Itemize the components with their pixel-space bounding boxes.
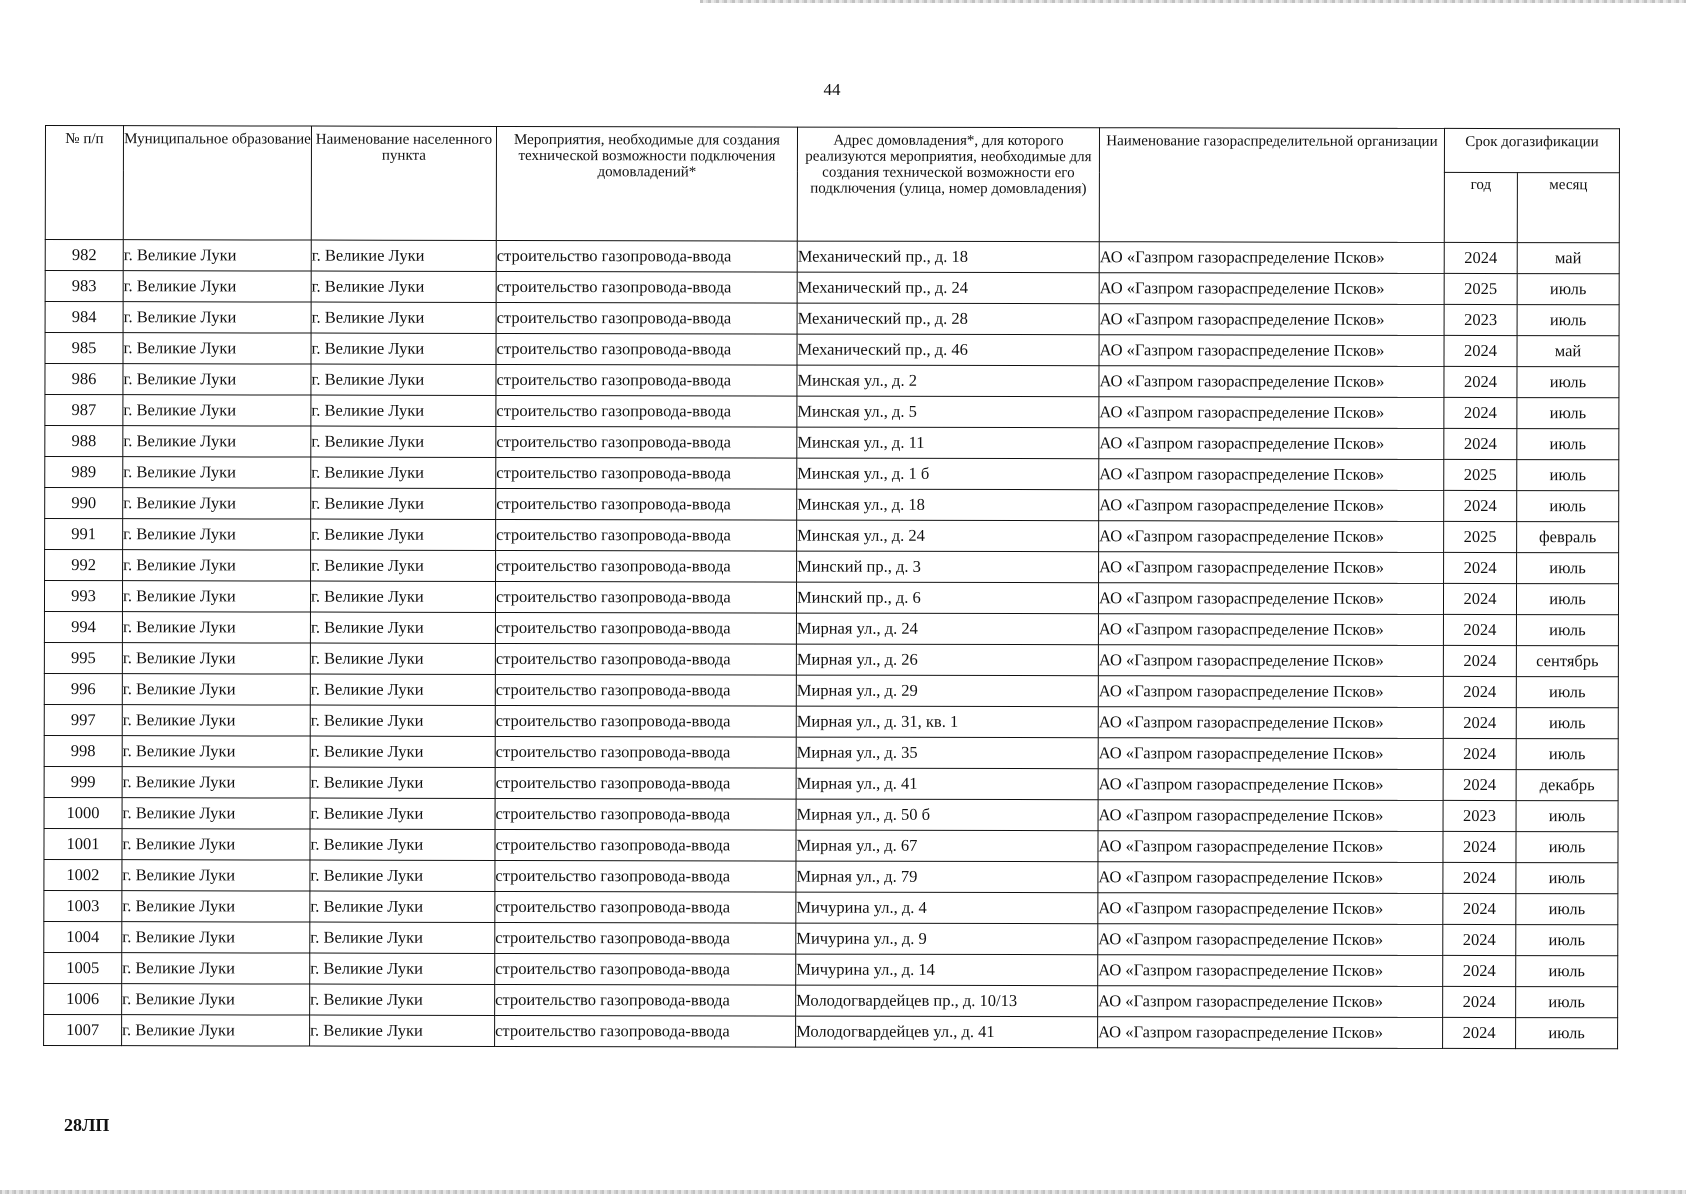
cell-address: Мирная ул., д. 41 <box>796 768 1098 800</box>
table-row <box>45 395 1619 429</box>
cell-year: 2024 <box>1443 1017 1516 1048</box>
cell-year: 2024 <box>1443 986 1516 1017</box>
cell-settlement: г. Великие Луки <box>310 984 495 1015</box>
cell-settlement: г. Великие Луки <box>311 395 496 426</box>
cell-measures: строительство газопровода-ввода <box>496 550 797 582</box>
cell-settlement: г. Великие Луки <box>310 612 495 643</box>
scan-edge-top <box>700 0 1686 3</box>
cell-measures: строительство газопровода-ввода <box>496 333 797 365</box>
cell-month: июль <box>1516 1018 1618 1049</box>
cell-num: 989 <box>45 457 123 488</box>
scan-edge-bottom <box>0 1190 1686 1194</box>
cell-settlement: г. Великие Луки <box>311 240 496 271</box>
cell-address: Мирная ул., д. 29 <box>796 675 1098 707</box>
cell-measures: строительство газопровода-ввода <box>495 891 796 923</box>
cell-municipality: г. Великие Луки <box>122 953 310 984</box>
cell-num: 986 <box>45 364 123 395</box>
cell-num: 993 <box>44 581 122 612</box>
cell-organization: АО «Газпром газораспределение Псков» <box>1098 831 1443 863</box>
table-row <box>44 859 1618 893</box>
cell-settlement: г. Великие Луки <box>310 891 495 922</box>
cell-month: июль <box>1516 584 1618 615</box>
cell-municipality: г. Великие Луки <box>122 643 310 674</box>
header-year: год <box>1444 172 1517 242</box>
cell-organization: АО «Газпром газораспределение Псков» <box>1099 428 1444 460</box>
cell-settlement: г. Великие Луки <box>310 860 495 891</box>
table-row <box>44 890 1618 924</box>
cell-organization: АО «Газпром газораспределение Псков» <box>1098 676 1443 708</box>
cell-organization: АО «Газпром газораспределение Псков» <box>1098 862 1443 894</box>
cell-organization: АО «Газпром газораспределение Псков» <box>1098 1017 1443 1049</box>
header-organization: Наименование газораспределительной организации <box>1099 128 1444 243</box>
cell-measures: строительство газопровода-ввода <box>496 271 797 303</box>
cell-settlement: г. Великие Луки <box>310 953 495 984</box>
cell-municipality: г. Великие Луки <box>123 519 311 550</box>
cell-organization: АО «Газпром газораспределение Псков» <box>1098 583 1443 615</box>
cell-settlement: г. Великие Луки <box>310 643 495 674</box>
cell-month: февраль <box>1517 522 1619 553</box>
cell-num: 997 <box>44 704 122 735</box>
cell-settlement: г. Великие Луки <box>310 674 495 705</box>
header-num: № п/п <box>45 126 123 240</box>
cell-address: Минский пр., д. 6 <box>796 582 1098 614</box>
cell-municipality: г. Великие Луки <box>123 302 311 333</box>
cell-measures: строительство газопровода-ввода <box>495 581 796 613</box>
cell-year: 2024 <box>1444 552 1517 583</box>
cell-year: 2024 <box>1444 366 1517 397</box>
cell-municipality: г. Великие Луки <box>123 271 311 302</box>
cell-organization: АО «Газпром газораспределение Псков» <box>1098 800 1443 832</box>
cell-municipality: г. Великие Луки <box>122 984 310 1015</box>
gasification-table <box>43 125 1620 1049</box>
cell-num: 988 <box>45 426 123 457</box>
cell-municipality: г. Великие Луки <box>122 798 310 829</box>
cell-settlement: г. Великие Луки <box>311 333 496 364</box>
cell-year: 2024 <box>1443 645 1516 676</box>
table-row <box>44 581 1618 615</box>
table-row <box>45 488 1619 522</box>
cell-municipality: г. Великие Луки <box>123 333 311 364</box>
cell-organization: АО «Газпром газораспределение Псков» <box>1099 273 1444 305</box>
cell-year: 2024 <box>1443 676 1516 707</box>
table-row <box>45 364 1619 398</box>
cell-measures: строительство газопровода-ввода <box>496 240 797 272</box>
cell-settlement: г. Великие Луки <box>311 457 496 488</box>
cell-year: 2024 <box>1443 862 1516 893</box>
cell-num: 982 <box>45 240 123 271</box>
cell-municipality: г. Великие Луки <box>122 922 310 953</box>
cell-month: декабрь <box>1516 770 1618 801</box>
cell-organization: АО «Газпром газораспределение Псков» <box>1099 242 1444 274</box>
cell-municipality: г. Великие Луки <box>123 426 311 457</box>
cell-address: Молодогвардейцев ул., д. 41 <box>796 1016 1098 1048</box>
table-row <box>45 333 1619 367</box>
cell-measures: строительство газопровода-ввода <box>495 953 796 985</box>
table-row <box>44 673 1618 707</box>
cell-organization: АО «Газпром газораспределение Псков» <box>1099 335 1444 367</box>
cell-measures: строительство газопровода-ввода <box>495 705 796 737</box>
cell-month: июль <box>1516 677 1618 708</box>
cell-year: 2024 <box>1443 738 1516 769</box>
cell-measures: строительство газопровода-ввода <box>496 426 797 458</box>
table-row <box>45 457 1619 491</box>
cell-measures: строительство газопровода-ввода <box>496 519 797 551</box>
cell-settlement: г. Великие Луки <box>310 922 495 953</box>
cell-num: 996 <box>44 673 122 704</box>
cell-address: Мичурина ул., д. 9 <box>796 923 1098 955</box>
cell-address: Механический пр., д. 46 <box>797 334 1099 366</box>
table-row <box>44 735 1618 769</box>
cell-month: июль <box>1516 739 1618 770</box>
table-row <box>44 642 1618 676</box>
table-row <box>44 921 1618 955</box>
table-row <box>45 240 1619 274</box>
cell-num: 984 <box>45 302 123 333</box>
cell-address: Механический пр., д. 18 <box>797 241 1099 273</box>
cell-organization: АО «Газпром газораспределение Псков» <box>1099 397 1444 429</box>
cell-measures: строительство газопровода-ввода <box>495 829 796 861</box>
cell-measures: строительство газопровода-ввода <box>495 643 796 675</box>
cell-month: июль <box>1517 429 1619 460</box>
cell-num: 990 <box>45 488 123 519</box>
cell-municipality: г. Великие Луки <box>123 488 311 519</box>
cell-municipality: г. Великие Луки <box>122 705 310 736</box>
cell-address: Минская ул., д. 5 <box>797 396 1099 428</box>
cell-year: 2024 <box>1443 614 1516 645</box>
cell-num: 999 <box>44 766 122 797</box>
cell-municipality: г. Великие Луки <box>122 1015 310 1046</box>
cell-settlement: г. Великие Луки <box>310 798 495 829</box>
cell-organization: АО «Газпром газораспределение Псков» <box>1098 924 1443 956</box>
cell-measures: строительство газопровода-ввода <box>495 674 796 706</box>
header-address: Адрес домовладения*, для которого реализуются мероприятия, необходимые для создания технической возможности его подключения (улица, номер домовладения) <box>797 127 1099 242</box>
cell-address: Мирная ул., д. 31, кв. 1 <box>796 706 1098 738</box>
cell-address: Мирная ул., д. 35 <box>796 737 1098 769</box>
cell-month: июль <box>1517 367 1619 398</box>
cell-year: 2024 <box>1444 397 1517 428</box>
cell-organization: АО «Газпром газораспределение Псков» <box>1098 738 1443 770</box>
cell-municipality: г. Великие Луки <box>123 550 311 581</box>
header-municipality: Муниципальное образование <box>123 126 311 240</box>
cell-address: Минская ул., д. 11 <box>797 427 1099 459</box>
cell-address: Минский пр., д. 3 <box>797 551 1099 583</box>
cell-measures: строительство газопровода-ввода <box>495 1015 796 1047</box>
cell-organization: АО «Газпром газораспределение Псков» <box>1098 614 1443 646</box>
cell-month: июль <box>1516 863 1618 894</box>
cell-num: 995 <box>44 642 122 673</box>
cell-settlement: г. Великие Луки <box>310 736 495 767</box>
table-row <box>44 704 1618 738</box>
table-row <box>44 1014 1618 1048</box>
cell-organization: АО «Газпром газораспределение Псков» <box>1099 366 1444 398</box>
cell-measures: строительство газопровода-ввода <box>496 302 797 334</box>
cell-settlement: г. Великие Луки <box>310 829 495 860</box>
page-number: 44 <box>823 80 841 99</box>
cell-num: 1006 <box>44 983 122 1014</box>
cell-num: 1004 <box>44 921 122 952</box>
cell-settlement: г. Великие Луки <box>311 550 496 581</box>
cell-measures: строительство газопровода-ввода <box>495 767 796 799</box>
cell-address: Мирная ул., д. 26 <box>796 644 1098 676</box>
cell-year: 2024 <box>1443 769 1516 800</box>
cell-num: 1002 <box>44 859 122 890</box>
cell-year: 2024 <box>1444 242 1517 273</box>
table-row <box>45 302 1619 336</box>
table-row <box>44 797 1618 831</box>
cell-num: 1003 <box>44 890 122 921</box>
cell-address: Мирная ул., д. 50 б <box>796 799 1098 831</box>
cell-month: июль <box>1516 956 1618 987</box>
cell-settlement: г. Великие Луки <box>311 271 496 302</box>
cell-month: июль <box>1516 708 1618 739</box>
footer-code: 28ЛП <box>64 1115 110 1135</box>
cell-month: июль <box>1516 832 1618 863</box>
cell-address: Мирная ул., д. 67 <box>796 830 1098 862</box>
cell-measures: строительство газопровода-ввода <box>496 488 797 520</box>
cell-address: Мирная ул., д. 24 <box>796 613 1098 645</box>
cell-month: июль <box>1516 894 1618 925</box>
cell-measures: строительство газопровода-ввода <box>495 612 796 644</box>
cell-organization: АО «Газпром газораспределение Псков» <box>1099 304 1444 336</box>
header-month: месяц <box>1517 173 1619 243</box>
cell-organization: АО «Газпром газораспределение Псков» <box>1098 707 1443 739</box>
cell-year: 2023 <box>1444 304 1517 335</box>
cell-organization: АО «Газпром газораспределение Псков» <box>1099 552 1444 584</box>
cell-num: 1005 <box>44 952 122 983</box>
cell-organization: АО «Газпром газораспределение Псков» <box>1099 490 1444 522</box>
cell-municipality: г. Великие Луки <box>123 240 311 271</box>
cell-month: июль <box>1517 274 1619 305</box>
cell-municipality: г. Великие Луки <box>122 736 310 767</box>
cell-municipality: г. Великие Луки <box>122 891 310 922</box>
cell-measures: строительство газопровода-ввода <box>496 395 797 427</box>
cell-measures: строительство газопровода-ввода <box>496 457 797 489</box>
cell-organization: АО «Газпром газораспределение Псков» <box>1098 893 1443 925</box>
cell-num: 1007 <box>44 1014 122 1045</box>
cell-address: Механический пр., д. 24 <box>797 272 1099 304</box>
table-row <box>45 519 1619 553</box>
cell-measures: строительство газопровода-ввода <box>495 860 796 892</box>
cell-organization: АО «Газпром газораспределение Псков» <box>1098 645 1443 677</box>
cell-organization: АО «Газпром газораспределение Псков» <box>1099 459 1444 491</box>
cell-year: 2024 <box>1443 924 1516 955</box>
cell-settlement: г. Великие Луки <box>310 1015 495 1046</box>
cell-municipality: г. Великие Луки <box>122 860 310 891</box>
table-row <box>44 983 1618 1017</box>
cell-address: Минская ул., д. 18 <box>797 489 1099 521</box>
cell-num: 991 <box>45 519 123 550</box>
cell-num: 998 <box>44 735 122 766</box>
header-settlement: Наименование населенного пункта <box>311 126 496 240</box>
cell-year: 2024 <box>1444 490 1517 521</box>
cell-address: Механический пр., д. 28 <box>797 303 1099 335</box>
cell-measures: строительство газопровода-ввода <box>495 736 796 768</box>
cell-organization: АО «Газпром газораспределение Псков» <box>1098 769 1443 801</box>
cell-num: 987 <box>45 395 123 426</box>
cell-month: июль <box>1516 615 1618 646</box>
cell-num: 994 <box>44 612 122 643</box>
cell-organization: АО «Газпром газораспределение Псков» <box>1099 521 1444 553</box>
cell-month: июль <box>1517 491 1619 522</box>
cell-address: Минская ул., д. 1 б <box>797 458 1099 490</box>
cell-year: 2024 <box>1443 955 1516 986</box>
cell-year: 2025 <box>1444 459 1517 490</box>
cell-settlement: г. Великие Луки <box>310 767 495 798</box>
cell-municipality: г. Великие Луки <box>122 581 310 612</box>
cell-month: май <box>1517 243 1619 274</box>
cell-month: май <box>1517 336 1619 367</box>
cell-settlement: г. Великие Луки <box>310 581 495 612</box>
cell-year: 2025 <box>1444 273 1517 304</box>
table-row <box>44 612 1618 646</box>
cell-month: июль <box>1516 925 1618 956</box>
table-row <box>45 271 1619 305</box>
header-deadline: Срок догазификации <box>1444 128 1619 172</box>
cell-year: 2025 <box>1444 521 1517 552</box>
cell-municipality: г. Великие Луки <box>123 395 311 426</box>
cell-settlement: г. Великие Луки <box>310 705 495 736</box>
cell-num: 1001 <box>44 828 122 859</box>
cell-month: июль <box>1517 305 1619 336</box>
cell-municipality: г. Великие Луки <box>123 364 311 395</box>
cell-municipality: г. Великие Луки <box>122 612 310 643</box>
table-body <box>44 240 1620 1049</box>
cell-year: 2024 <box>1443 583 1516 614</box>
cell-num: 1000 <box>44 797 122 828</box>
cell-settlement: г. Великие Луки <box>311 519 496 550</box>
cell-settlement: г. Великие Луки <box>311 302 496 333</box>
cell-settlement: г. Великие Луки <box>311 488 496 519</box>
cell-address: Мичурина ул., д. 4 <box>796 892 1098 924</box>
cell-municipality: г. Великие Луки <box>123 457 311 488</box>
cell-measures: строительство газопровода-ввода <box>495 984 796 1016</box>
table-row <box>44 766 1618 800</box>
table-row <box>44 952 1618 986</box>
cell-month: июль <box>1517 553 1619 584</box>
cell-address: Минская ул., д. 2 <box>797 365 1099 397</box>
cell-year: 2023 <box>1443 800 1516 831</box>
cell-num: 992 <box>45 550 123 581</box>
cell-year: 2024 <box>1443 831 1516 862</box>
cell-measures: строительство газопровода-ввода <box>495 922 796 954</box>
cell-month: июль <box>1516 987 1618 1018</box>
table-row <box>44 828 1618 862</box>
cell-settlement: г. Великие Луки <box>311 364 496 395</box>
table-row <box>45 550 1619 584</box>
cell-num: 983 <box>45 271 123 302</box>
header-measures: Мероприятия, необходимые для создания технической возможности подключения домовладений* <box>496 126 797 241</box>
cell-organization: АО «Газпром газораспределение Псков» <box>1098 955 1443 987</box>
cell-month: июль <box>1517 460 1619 491</box>
cell-organization: АО «Газпром газораспределение Псков» <box>1098 986 1443 1018</box>
cell-year: 2024 <box>1444 428 1517 459</box>
cell-measures: строительство газопровода-ввода <box>495 798 796 830</box>
cell-settlement: г. Великие Луки <box>311 426 496 457</box>
cell-month: сентябрь <box>1516 646 1618 677</box>
cell-municipality: г. Великие Луки <box>122 767 310 798</box>
cell-municipality: г. Великие Луки <box>122 674 310 705</box>
cell-year: 2024 <box>1444 335 1517 366</box>
cell-year: 2024 <box>1443 893 1516 924</box>
cell-municipality: г. Великие Луки <box>122 829 310 860</box>
cell-month: июль <box>1516 801 1618 832</box>
cell-address: Молодогвардейцев пр., д. 10/13 <box>796 985 1098 1017</box>
cell-address: Минская ул., д. 24 <box>797 520 1099 552</box>
cell-num: 985 <box>45 333 123 364</box>
cell-address: Мирная ул., д. 79 <box>796 861 1098 893</box>
cell-year: 2024 <box>1443 707 1516 738</box>
cell-address: Мичурина ул., д. 14 <box>796 954 1098 986</box>
table-row <box>45 426 1619 460</box>
cell-month: июль <box>1517 398 1619 429</box>
cell-measures: строительство газопровода-ввода <box>496 364 797 396</box>
